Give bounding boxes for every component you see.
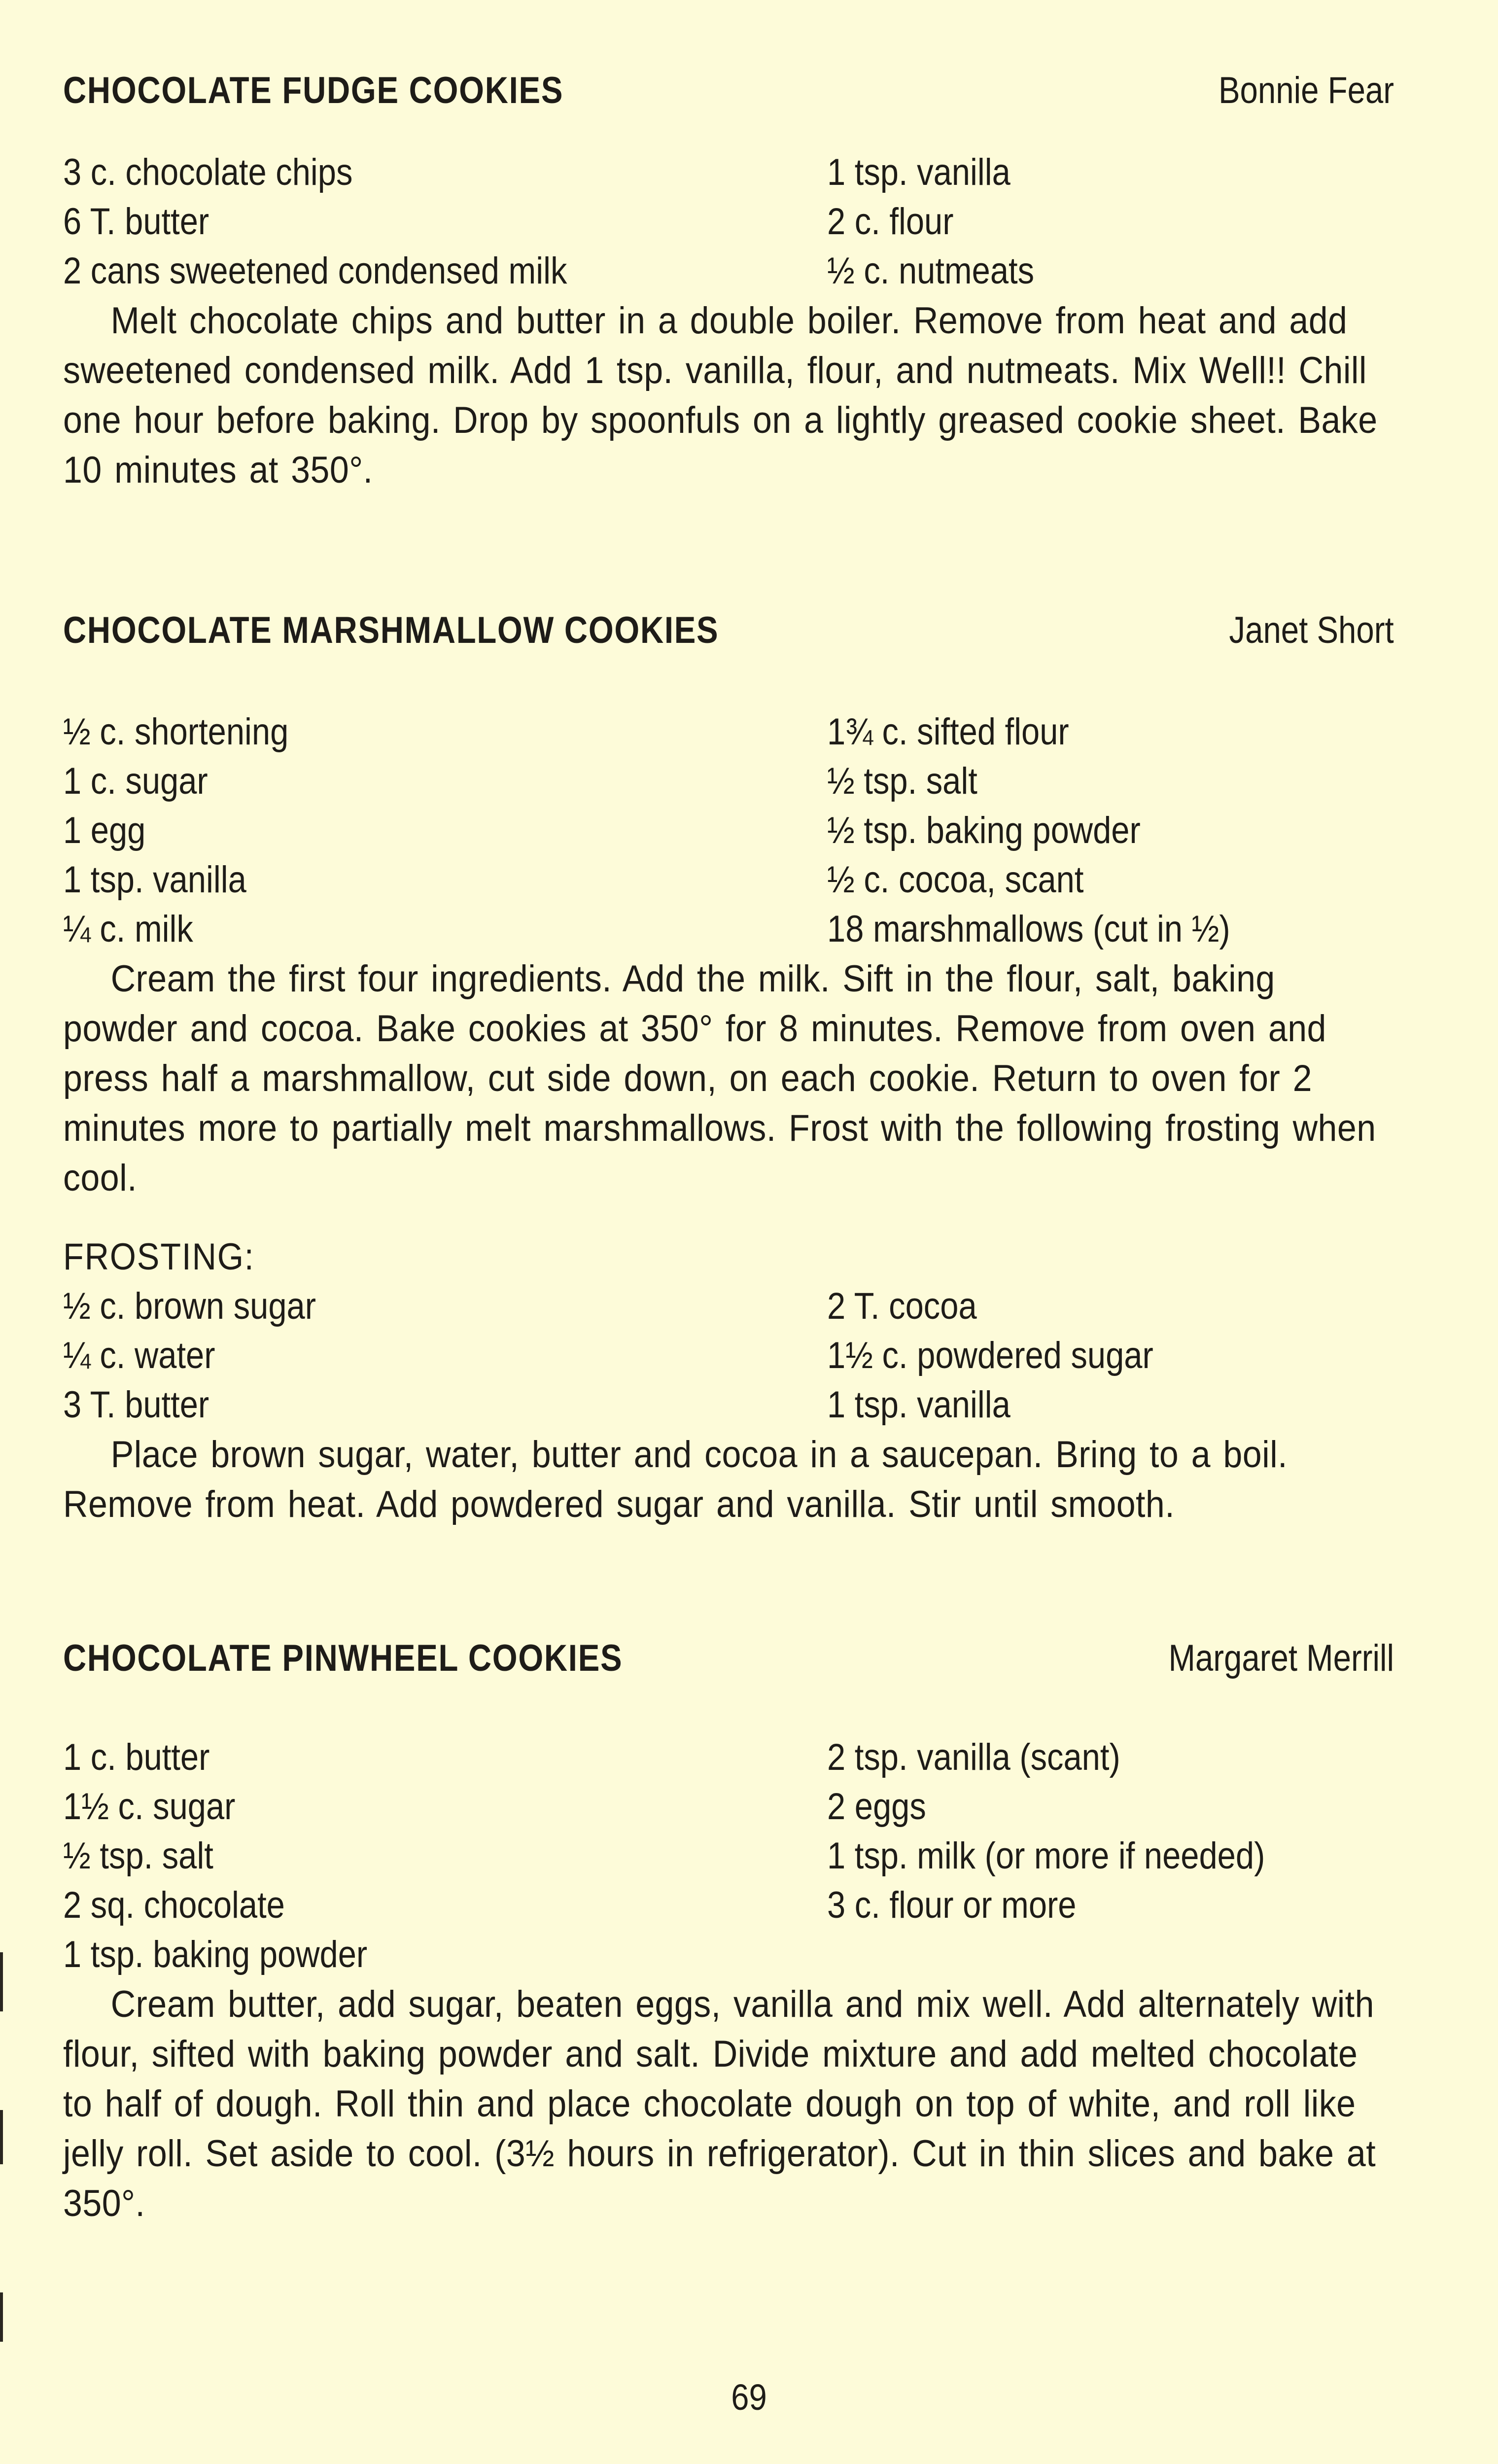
ingredient: 2 cans sweetened condensed milk [63, 250, 567, 292]
ingredient: ½ c. cocoa, scant [827, 859, 1084, 901]
recipe-author: Margaret Merrill [1168, 1637, 1394, 1679]
ingredient: 18 marshmallows (cut in ½) [827, 908, 1230, 950]
ingredient-list [63, 707, 1394, 954]
recipe-author: Janet Short [1229, 609, 1394, 651]
recipe-instructions: Melt chocolate chips and butter in a double boiler. Remove from heat and add sweetened condensed milk. Add 1 tsp. vanilla, flour, and nutmeats. Mix Well!! Chill one hour before baking. Drop by spoonfuls on a lightly greased cookie sheet. Bake 10 minutes at 350°. [63, 300, 1378, 491]
ingredient: 2 tsp. vanilla (scant) [827, 1736, 1120, 1778]
recipe-chocolate-fudge-cookies [63, 69, 1394, 495]
recipe-header [63, 69, 1394, 128]
ingredient: ½ c. brown sugar [63, 1285, 316, 1327]
ingredient: 1 tsp. vanilla [63, 859, 246, 901]
ingredient: 1 tsp. vanilla [827, 1384, 1010, 1426]
recipe-title: CHOCOLATE FUDGE COOKIES [63, 70, 564, 111]
ingredient: 1 tsp. baking powder [63, 1934, 368, 1975]
ingredient: 2 T. cocoa [827, 1285, 977, 1327]
frosting-heading: FROSTING: [63, 1236, 255, 1278]
ingredient: 6 T. butter [63, 201, 209, 243]
recipe-instructions: Cream butter, add sugar, beaten eggs, vanilla and mix well. Add alternately with flour, sifted with baking powder and salt. Divide mixture and add melted chocolate to half of dough. Roll thin and place chocolate dough on top of white, and roll like jelly roll. Set aside to cool. (3½ hours in refrigerator). Cut in thin slices and bake at 350°. [63, 1983, 1376, 2224]
ingredient-list [63, 1733, 1394, 1979]
ingredient: ½ tsp. baking powder [827, 810, 1141, 851]
ingredient: 3 c. flour or more [827, 1884, 1077, 1926]
recipe-title: CHOCOLATE PINWHEEL COOKIES [63, 1637, 623, 1679]
ingredient: 1¾ c. sifted flour [827, 711, 1069, 753]
ingredient: ½ c. shortening [63, 711, 289, 753]
recipe-author: Bonnie Fear [1218, 70, 1394, 111]
recipe-title: CHOCOLATE MARSHMALLOW COOKIES [63, 609, 719, 651]
binding-edge-mark [0, 1952, 3, 2011]
ingredient: ¼ c. water [63, 1335, 215, 1376]
recipe-instructions: Cream the first four ingredients. Add the milk. Sift in the flour, salt, baking powder and cocoa. Bake cookies at 350° for 8 minutes. Remove from oven and press half a marshmallow, cut side down, on each cookie. Return to oven for 2 minutes more to partially melt marshmallows. Frost with the following frosting when cool. [63, 958, 1376, 1199]
ingredient: 1½ c. powdered sugar [827, 1335, 1153, 1376]
ingredient: ½ tsp. salt [827, 760, 977, 802]
ingredient: 1 tsp. milk (or more if needed) [827, 1835, 1265, 1877]
ingredient: 1½ c. sugar [63, 1786, 236, 1828]
ingredient: 2 sq. chocolate [63, 1884, 285, 1926]
recipe-header [63, 1637, 1394, 1696]
ingredient: 1 egg [63, 810, 146, 851]
binding-edge-mark [0, 2110, 3, 2164]
ingredient: 1 c. sugar [63, 760, 208, 802]
ingredient: 1 c. butter [63, 1736, 210, 1778]
recipe-chocolate-pinwheel-cookies [63, 1637, 1394, 2228]
ingredient: 3 c. chocolate chips [63, 151, 353, 193]
ingredient: 2 c. flour [827, 201, 954, 243]
page-number: 69 [731, 2377, 767, 2418]
ingredient: 3 T. butter [63, 1384, 209, 1426]
ingredient: ½ c. nutmeats [827, 250, 1035, 292]
ingredient: ½ tsp. salt [63, 1835, 213, 1877]
ingredient-list [63, 148, 1394, 296]
recipe-header [63, 609, 1394, 668]
recipe-chocolate-marshmallow-cookies [63, 609, 1394, 1529]
binding-edge-mark [0, 2292, 3, 2342]
ingredient: 2 eggs [827, 1786, 926, 1828]
ingredient: 1 tsp. vanilla [827, 151, 1010, 193]
frosting-instructions: Place brown sugar, water, butter and cocoa in a saucepan. Bring to a boil. Remove from heat. Add powdered sugar and vanilla. Stir until smooth. [63, 1434, 1288, 1525]
frosting-ingredient-list [63, 1282, 1394, 1430]
ingredient: ¼ c. milk [63, 908, 193, 950]
ingredient [827, 1930, 1326, 1979]
